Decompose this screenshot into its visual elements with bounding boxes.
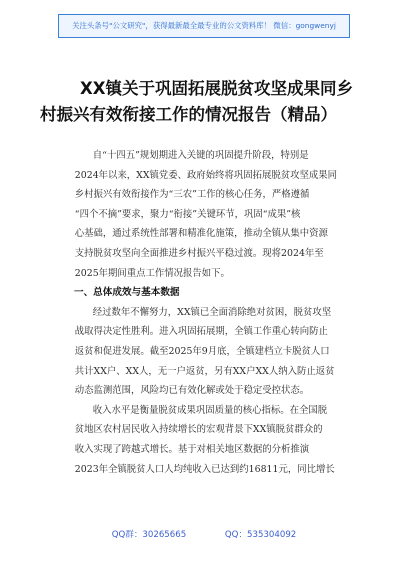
title-line-2: 村振兴有效衔接工作的情况报告（精品） bbox=[40, 105, 337, 124]
para-line: 返贫和促进发展。截至2025年9月底，全镇建档立卡脱贫人口 bbox=[74, 345, 330, 357]
footer-qq: QQ：535304092 bbox=[224, 530, 297, 540]
section1-paragraph-1 bbox=[56, 303, 352, 401]
para-line: 战取得决定性胜利。进入巩固拓展期，全镇工作重心转向防止 bbox=[74, 326, 328, 338]
para-line: 贫地区农村居民收入持续增长的宏观背景下XX镇脱贫群众的 bbox=[74, 424, 323, 436]
para-line: 2024年以来，XX镇党委、政府始终将巩固拓展脱贫攻坚成果同 bbox=[74, 169, 338, 181]
intro-paragraph bbox=[56, 146, 352, 283]
para-line: 经过数年不懈努力，XX镇已全面消除绝对贫困，脱贫攻坚 bbox=[92, 306, 332, 318]
para-line: 支持脱贫攻坚向全面推进乡村振兴平稳过渡。现将2024年至 bbox=[74, 247, 324, 259]
section1-paragraph-2 bbox=[56, 401, 352, 479]
para-line: 2025年期间重点工作情况报告如下。 bbox=[74, 267, 230, 279]
para-line: 自“十四五”规划期进入关键的巩固提升阶段，特别是 bbox=[92, 150, 309, 161]
document-body bbox=[56, 146, 352, 479]
para-line: 动态监测范围，风险均已有效化解或处于稳定受控状态。 bbox=[74, 385, 310, 397]
para-line: 收入水平是衡量脱贫成果巩固质量的核心指标。在全国脱 bbox=[92, 404, 328, 416]
section-heading-1: 一、总体成效与基本数据 bbox=[74, 287, 180, 299]
footer-contact bbox=[0, 528, 408, 540]
footer-qq-group: QQ群：30265665 bbox=[111, 530, 187, 540]
header-banner: 关注头条号"公文研究"，获得最新最全最专业的公文资料库！ 微信：gongwenyj bbox=[58, 14, 350, 38]
para-line: 收入实现了跨越式增长。基于对相关地区数据的分析推演 bbox=[74, 443, 310, 455]
para-line: 乡村振兴有效衔接作为“三农”工作的核心任务，严格遵循 bbox=[74, 189, 310, 201]
para-line: 共计XX户、XX人，无一户返贫，另有XX户XX人纳入防止返贫 bbox=[74, 365, 335, 377]
document-title bbox=[40, 76, 372, 128]
para-line: “四个不摘”要求，聚力“衔接”关键环节，巩固“成果”核 bbox=[74, 208, 301, 220]
para-line: 心基础，通过系统性部署和精准化施策，推动全镇从集中资源 bbox=[74, 228, 328, 240]
para-line: 2023年全镇脱贫人口人均纯收入已达到约16811元，同比增长 bbox=[74, 463, 335, 475]
title-line-1: XX镇关于巩固拓展脱贫攻坚成果同乡 bbox=[80, 79, 353, 98]
